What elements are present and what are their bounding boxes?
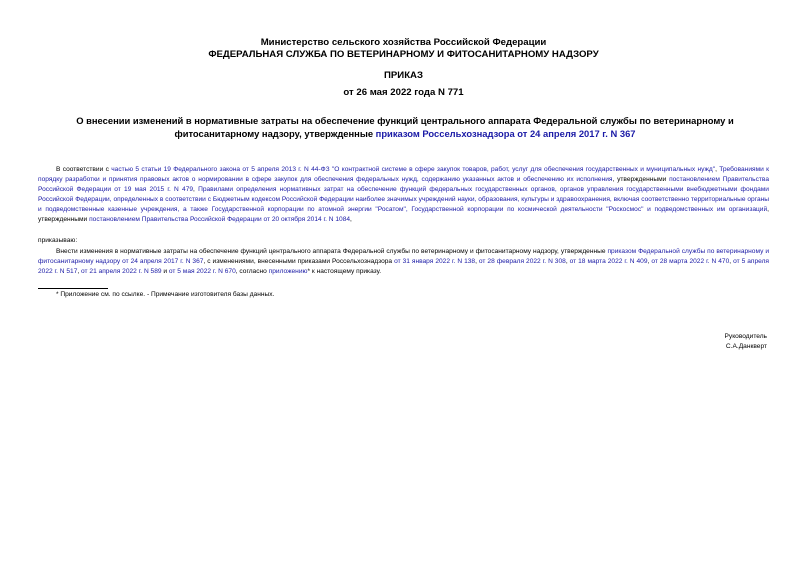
ministry-heading: Министерство сельского хозяйства Российской Федерации	[260, 37, 547, 48]
title-text: О внесении изменений в нормативные затраты на обеспечение функций центрального аппарата Федеральной службы по ветеринарному и фитосанитарному надзору, утвержденные	[76, 115, 734, 139]
preamble-text-4: ,	[193, 186, 199, 193]
signer-name: С.А.Данкверт	[725, 343, 767, 350]
preamble-text-1: В соответствии с	[56, 166, 112, 173]
body-text-6: ,	[729, 258, 734, 265]
title-order-link[interactable]: приказом Россельхознадзора от 24 апреля 2017 г. N 367	[375, 127, 636, 139]
preamble-text-2: ,	[715, 166, 720, 173]
preamble-text-3: , утвержденными	[612, 176, 670, 183]
document-title	[60, 115, 750, 140]
order-589-link[interactable]: от 21 апреля 2022 г. N 589	[81, 268, 162, 275]
order-670-link[interactable]: от 5 мая 2022 г. N 670	[168, 268, 236, 275]
body-text-5: ,	[647, 258, 652, 265]
order-367-link[interactable]: приказом Федеральной службы по ветеринарному и фитосанитарному надзору от 24 апреля 2017 г. N 367	[38, 248, 769, 265]
body-text-10: * к настоящему приказу.	[307, 268, 382, 275]
resolution-479-link[interactable]: постановлением Правительства Российской Федерации от 19 мая 2015 г. N 479	[38, 176, 769, 193]
body-text-8: и	[161, 268, 169, 275]
body-text-4: ,	[565, 258, 570, 265]
appendix-link[interactable]: приложению	[268, 268, 308, 275]
resolution-1084-link[interactable]: постановлением Правительства Российской Федерации от 20 октября 2014 г. N 1084	[89, 216, 351, 223]
order-word: приказываю:	[38, 237, 78, 244]
document-date-number: от 26 мая 2022 года N 771	[343, 87, 464, 98]
document-type: ПРИКАЗ	[384, 70, 423, 81]
body-text-7: ,	[77, 268, 82, 275]
order-138-link[interactable]: от 31 января 2022 г. N 138	[394, 258, 476, 265]
preamble-text-5: , утвержденными	[38, 206, 769, 223]
signature-block	[725, 332, 767, 352]
body-text-9: , согласно	[235, 268, 269, 275]
body-text-2: , с изменениями, внесенными приказами Россельхознадзора	[203, 258, 395, 265]
order-409-link[interactable]: от 18 марта 2022 г. N 409	[569, 258, 648, 265]
law-44fz-link[interactable]: частью 5 статьи 19 Федерального закона от 5 апреля 2013 г. N 44-ФЗ "О контрактной системе в сфере закупок товаров, работ, услуг для обеспечения государственных и муниципальных нужд"	[111, 166, 716, 173]
footnote: * Приложение см. по ссылке. - Примечание изготовителя базы данных.	[56, 291, 275, 298]
service-heading: ФЕДЕРАЛЬНАЯ СЛУЖБА ПО ВЕТЕРИНАРНОМУ И ФИТОСАНИТАРНОМУ НАДЗОРУ	[208, 49, 599, 60]
body-paragraph	[38, 247, 769, 277]
footnote-divider	[38, 288, 108, 289]
order-470-link[interactable]: от 28 марта 2022 г. N 470	[651, 258, 730, 265]
requirements-link[interactable]: Требованиями к порядку разработки и принятия правовых актов о нормировании в сфере закупок для обеспечения федеральных нужд, содержанию указанных актов и обеспечению их исполнения	[38, 166, 769, 183]
body-text-1: Внести изменения в нормативные затраты на обеспечение функций центрального аппарата Федеральной службы по ветеринарному и фитосанитарному надзору, утвержденные	[56, 248, 608, 255]
preamble-text-6: ,	[350, 216, 352, 223]
signer-position: Руководитель	[724, 333, 767, 340]
body-text-3: ,	[475, 258, 479, 265]
order-308-link[interactable]: от 28 февраля 2022 г. N 308	[478, 258, 566, 265]
preamble-paragraph	[38, 165, 769, 225]
order-517-link[interactable]: от 5 апреля 2022 г. N 517	[38, 258, 769, 275]
rules-link[interactable]: Правилами определения нормативных затрат на обеспечение функций федеральных государственных органов, органов управления государственными внебюджетными фондами Российской Федерации, определенных в соответствии с Бюджетным кодексом Российской Федерации наиболее значимых учреждений науки, образования, культуры и здравоохранения, включая соответственно территориальные органы и подведомственные казенные учреждения, а также Государственной корпорации по атомной энергии "Росатом", Государственной корпорации по космической деятельности "Роскосмос" и подведомственных им организаций	[38, 186, 769, 213]
